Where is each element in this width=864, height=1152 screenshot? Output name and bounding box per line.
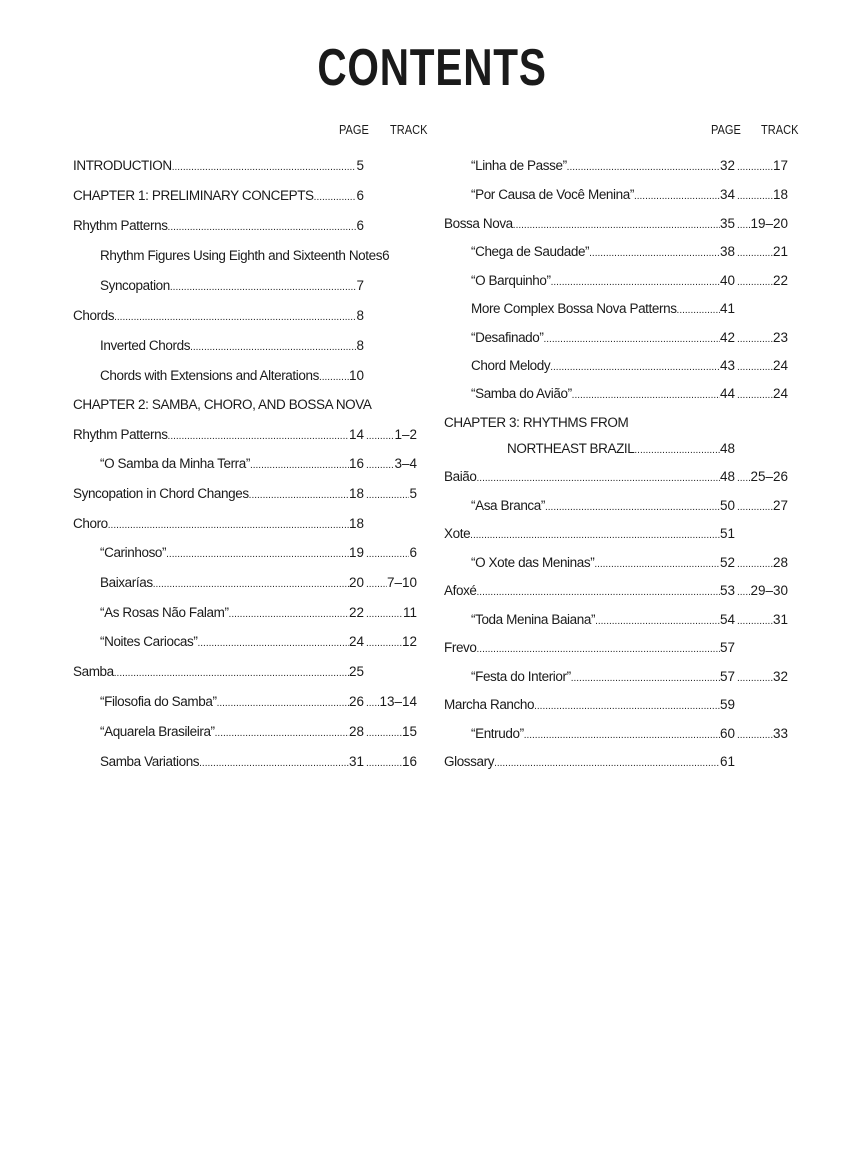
toc-entry-page: 35 (719, 216, 735, 231)
toc-entry-title: NORTHEAST BRAZIL (507, 441, 635, 456)
toc-entry-title: “Chega de Saudade” (471, 244, 590, 259)
track-column-header-right: TRACK (761, 122, 799, 137)
toc-entry-title: “Toda Menina Baiana” (471, 612, 596, 627)
toc-entry-title: Afoxé (444, 583, 477, 598)
dot-leader (114, 664, 349, 684)
toc-entry-page: 50 (719, 498, 735, 513)
page-column-header-left: PAGE (339, 122, 369, 137)
toc-entry-title: Frevo (444, 640, 477, 655)
toc-entry-page: 8 (356, 338, 364, 353)
dot-leader (477, 583, 720, 603)
toc-entry-track: 6 (409, 545, 417, 560)
toc-entry (471, 242, 788, 262)
toc-entry-title: “Desafinado” (471, 330, 544, 345)
dot-leader (166, 545, 349, 565)
dot-leader (634, 441, 720, 461)
toc-entry-title: “Samba do Avião” (471, 386, 572, 401)
dot-leader (737, 583, 750, 603)
toc-entry-title: Chords (73, 308, 115, 323)
toc-entry-track: 11 (402, 605, 417, 620)
toc-entry-title: Glossary (444, 754, 495, 769)
toc-entry (73, 484, 417, 504)
dot-leader (314, 188, 357, 208)
toc-entry-page: 6 (382, 248, 390, 263)
toc-entry-title: “Entrudo” (471, 726, 524, 741)
dot-leader (477, 640, 720, 660)
toc-entry-track: 17 (772, 158, 788, 173)
toc-entry (73, 306, 364, 326)
dot-leader (737, 244, 773, 264)
toc-entry-title: Syncopation in Chord Changes (73, 486, 249, 501)
toc-entry-page: 57 (719, 640, 735, 655)
toc-entry-title: Xote (444, 526, 471, 541)
toc-entry (444, 752, 735, 772)
toc-entry-title: Samba (73, 664, 114, 679)
dot-leader (249, 486, 349, 506)
dot-leader (567, 158, 720, 178)
dot-leader (250, 456, 349, 476)
dot-leader (737, 187, 773, 207)
dot-leader (634, 187, 720, 207)
toc-entry-title: “O Barquinho” (471, 273, 551, 288)
toc-entry (73, 662, 364, 682)
dot-leader (319, 368, 349, 388)
dot-leader (366, 575, 387, 595)
toc-entry-title: Baião (444, 469, 477, 484)
toc-entry-page: 6 (356, 188, 364, 203)
dot-leader (172, 158, 357, 178)
toc-entry-track: 18 (772, 187, 788, 202)
toc-entry-title: CHAPTER 3: RHYTHMS FROM (444, 415, 629, 430)
toc-entry (507, 439, 735, 459)
toc-entry (444, 467, 788, 487)
toc-entry-page: 7 (356, 278, 364, 293)
toc-entry-page: 53 (719, 583, 735, 598)
dot-leader (737, 216, 750, 236)
toc-entry (471, 496, 788, 516)
dot-leader (595, 612, 720, 632)
toc-entry (100, 722, 417, 742)
page-column-header-right: PAGE (711, 122, 741, 137)
dot-leader (168, 218, 357, 238)
dot-leader (737, 330, 773, 350)
toc-entry-page: 5 (356, 158, 364, 173)
toc-entry-page: 8 (356, 308, 364, 323)
toc-entry-track: 3–4 (394, 456, 417, 471)
toc-entry-track: 25–26 (750, 469, 788, 484)
toc-entry (100, 336, 364, 356)
toc-entry-title: Samba Variations (100, 754, 200, 769)
dot-leader (217, 694, 349, 714)
toc-entry-title: Marcha Rancho (444, 697, 535, 712)
toc-entry-title: “As Rosas Não Falam” (100, 605, 229, 620)
toc-entry-title: “O Xote das Meninas” (471, 555, 595, 570)
toc-entry-track: 29–30 (750, 583, 788, 598)
toc-entry-page: 22 (348, 605, 364, 620)
toc-entry-title: Inverted Chords (100, 338, 191, 353)
toc-entry-track: 27 (772, 498, 788, 513)
dot-leader (737, 469, 750, 489)
toc-entry (73, 156, 364, 176)
dot-leader (737, 386, 773, 406)
toc-entry-page: 59 (719, 697, 735, 712)
dot-leader (366, 754, 402, 774)
toc-entry-page: 38 (719, 244, 735, 259)
toc-entry-track: 7–10 (386, 575, 417, 590)
toc-entry-track: 12 (401, 634, 417, 649)
dot-leader (199, 754, 349, 774)
toc-entry-title: “Asa Branca” (471, 498, 545, 513)
dot-leader (366, 605, 403, 625)
toc-entry-track: 33 (772, 726, 788, 741)
toc-entry-title: “Linha de Passe” (471, 158, 567, 173)
dot-leader (594, 555, 720, 575)
toc-entry-title: Choro (73, 516, 108, 531)
toc-entry-page: 61 (719, 754, 735, 769)
toc-entry (100, 246, 390, 266)
toc-entry-title: Syncopation (100, 278, 170, 293)
toc-entry (444, 695, 735, 715)
dot-leader (366, 634, 402, 654)
toc-entry-page: 31 (348, 754, 364, 769)
dot-leader (190, 338, 356, 358)
dot-leader (545, 498, 720, 518)
toc-entry-page: 34 (719, 187, 735, 202)
dot-leader (229, 605, 349, 625)
toc-entry-title: Chord Melody (471, 358, 551, 373)
toc-entry-page: 51 (719, 526, 735, 541)
toc-entry-page: 57 (719, 669, 735, 684)
toc-entry (471, 553, 788, 573)
toc-entry-page: 20 (348, 575, 364, 590)
dot-leader (108, 516, 349, 536)
dot-leader (494, 754, 720, 774)
toc-entry-page: 44 (719, 386, 735, 401)
dot-leader (168, 427, 349, 447)
toc-entry-page: 24 (348, 634, 364, 649)
toc-entry (100, 573, 417, 593)
toc-entry-page: 25 (348, 664, 364, 679)
dot-leader (737, 273, 773, 293)
dot-leader (197, 634, 348, 654)
toc-entry-title: Rhythm Patterns (73, 427, 168, 442)
toc-entry (471, 156, 788, 176)
dot-leader (589, 244, 720, 264)
toc-entry-title: More Complex Bossa Nova Patterns (471, 301, 677, 316)
toc-entry-track: 5 (409, 486, 417, 501)
toc-entry (471, 185, 788, 205)
toc-entry-page: 48 (719, 441, 735, 456)
page-title: CONTENTS (317, 39, 547, 97)
toc-entry (444, 413, 788, 433)
toc-entry-page: 48 (719, 469, 735, 484)
toc-entry (100, 603, 417, 623)
dot-leader (737, 726, 773, 746)
toc-entry-track: 19–20 (750, 216, 788, 231)
dot-leader (737, 158, 773, 178)
dot-leader (737, 555, 773, 575)
toc-entry-track: 1–2 (394, 427, 417, 442)
toc-entry-title: “Filosofia do Samba” (100, 694, 217, 709)
toc-entry-track: 23 (772, 330, 788, 345)
dot-leader (737, 669, 773, 689)
toc-entry (471, 328, 788, 348)
toc-entry-page: 60 (719, 726, 735, 741)
toc-entry-page: 18 (348, 486, 364, 501)
dot-leader (477, 469, 720, 489)
toc-entry (444, 638, 735, 658)
toc-entry (444, 214, 788, 234)
toc-entry-page: 52 (719, 555, 735, 570)
dot-leader (366, 486, 409, 506)
toc-entry-page: 6 (356, 218, 364, 233)
toc-entry-track: 31 (772, 612, 788, 627)
toc-entry (471, 667, 788, 687)
dot-leader (534, 697, 720, 717)
toc-entry-title: Chords with Extensions and Alterations (100, 368, 319, 383)
track-column-header-left: TRACK (390, 122, 428, 137)
toc-entry (100, 276, 364, 296)
toc-entry (471, 610, 788, 630)
toc-entry (100, 366, 364, 386)
dot-leader (366, 456, 394, 476)
dot-leader (551, 273, 720, 293)
toc-entry-page: 18 (348, 516, 364, 531)
toc-entry (100, 692, 417, 712)
toc-entry-title: “Por Causa de Você Menina” (471, 187, 634, 202)
dot-leader (215, 724, 349, 744)
toc-entry (444, 581, 788, 601)
toc-entry-page: 14 (348, 427, 364, 442)
toc-entry-track: 24 (772, 386, 788, 401)
toc-entry-page: 43 (719, 358, 735, 373)
toc-entry-title: CHAPTER 2: SAMBA, CHORO, AND BOSSA NOVA (73, 397, 372, 412)
toc-entry (73, 514, 364, 534)
dot-leader (470, 526, 720, 546)
dot-leader (550, 358, 720, 378)
toc-entry-track: 15 (401, 724, 417, 739)
toc-entry (100, 543, 417, 563)
toc-entry (73, 186, 364, 206)
dot-leader (737, 612, 773, 632)
toc-entry-page: 19 (348, 545, 364, 560)
toc-entry (471, 724, 788, 744)
toc-entry-page: 28 (348, 724, 364, 739)
toc-entry-track: 24 (772, 358, 788, 373)
toc-entry-page: 54 (719, 612, 735, 627)
toc-entry-track: 13–14 (379, 694, 417, 709)
dot-leader (737, 498, 773, 518)
toc-entry-page: 42 (719, 330, 735, 345)
toc-entry (471, 271, 788, 291)
toc-entry-page: 26 (348, 694, 364, 709)
dot-leader (366, 694, 379, 714)
toc-entry-track: 16 (401, 754, 417, 769)
toc-entry-track: 28 (772, 555, 788, 570)
toc-entry-page: 32 (719, 158, 735, 173)
toc-entry (73, 425, 417, 445)
toc-entry (73, 216, 364, 236)
dot-leader (170, 278, 357, 298)
dot-leader (572, 386, 720, 406)
toc-entry-track: 32 (772, 669, 788, 684)
toc-entry-page: 40 (719, 273, 735, 288)
toc-entry-track: 22 (772, 273, 788, 288)
toc-entry-title: CHAPTER 1: PRELIMINARY CONCEPTS (73, 188, 314, 203)
toc-entry-title: Rhythm Patterns (73, 218, 168, 233)
toc-entry-title: “Carinhoso” (100, 545, 167, 560)
toc-entry-track: 21 (772, 244, 788, 259)
toc-entry-title: “O Samba da Minha Terra” (100, 456, 250, 471)
toc-entry-page: 16 (348, 456, 364, 471)
toc-entry (73, 395, 417, 415)
toc-entry-title: “Festa do Interior” (471, 669, 571, 684)
toc-entry-title: INTRODUCTION (73, 158, 172, 173)
toc-entry-title: Baixarías (100, 575, 153, 590)
toc-entry-title: “Noites Cariocas” (100, 634, 198, 649)
toc-entry-title: Bossa Nova (444, 216, 513, 231)
dot-leader (524, 726, 720, 746)
toc-entry-title: “Aquarela Brasileira” (100, 724, 215, 739)
toc-entry-page: 41 (719, 301, 735, 316)
toc-entry (100, 454, 417, 474)
dot-leader (366, 545, 409, 565)
dot-leader (544, 330, 720, 350)
toc-entry (100, 632, 417, 652)
dot-leader (366, 427, 394, 447)
toc-entry-page: 10 (348, 368, 364, 383)
dot-leader (571, 669, 720, 689)
toc-entry (444, 524, 735, 544)
dot-leader (513, 216, 720, 236)
toc-entry (100, 752, 417, 772)
dot-leader (114, 308, 356, 328)
dot-leader (153, 575, 349, 595)
toc-entry (471, 299, 735, 319)
dot-leader (737, 358, 773, 378)
toc-entry (471, 384, 788, 404)
dot-leader (677, 301, 720, 321)
toc-entry-title: Rhythm Figures Using Eighth and Sixteenth Notes (100, 248, 383, 263)
toc-entry (471, 356, 788, 376)
dot-leader (366, 724, 402, 744)
